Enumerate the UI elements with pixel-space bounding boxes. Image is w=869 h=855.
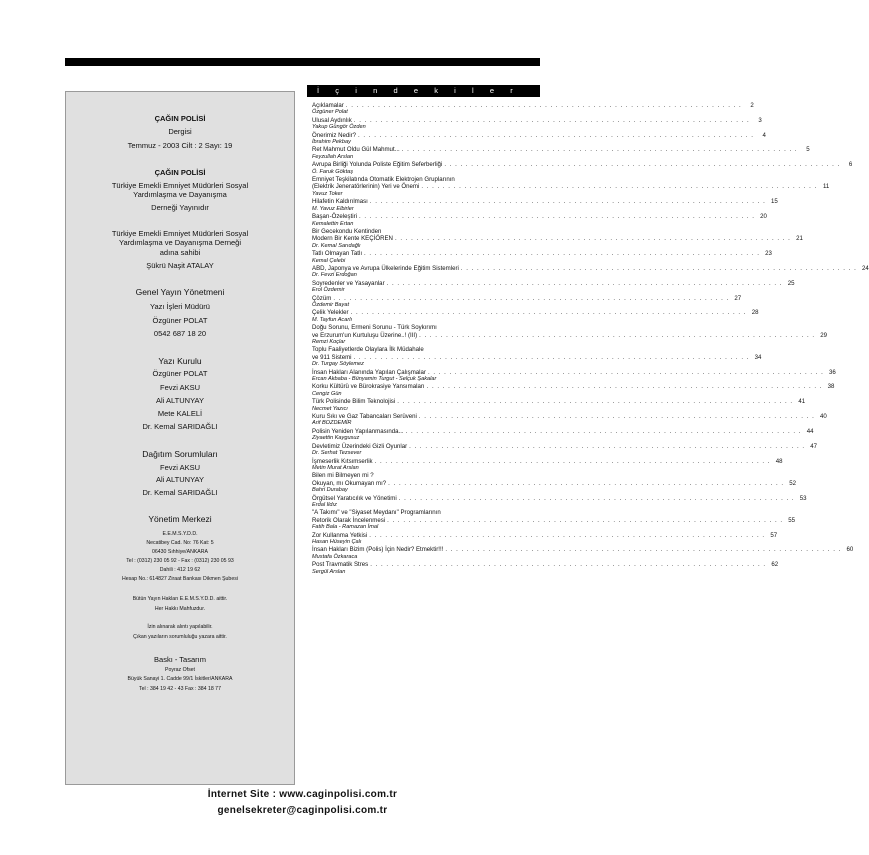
toc-entry-title: İnsan Hakları Bizim (Polis) İçin Nedir? Etmektir!!! [312,546,444,554]
toc-entry[interactable] [312,546,854,561]
toc-entry-author: Sergül Arslan [312,568,346,575]
toc-page-number: 21 [796,235,803,243]
toc-leader-dots: . . . . . . . . . . . . . . . . . . . . . . . . . . . . . . . . . . . . . . . . . . . . . . . . . . . . . . . . . . . . . . . . . . . . . . . . . . [374,457,771,465]
toc-page-number: 44 [806,427,814,435]
toc-entry-author: Arif BOZDEMİR [312,420,352,427]
toc-entry-line [312,479,797,487]
masthead-line: 06430 Sıhhiye/ANKARA [152,549,208,555]
toc-entry-author: Necmet Yazıcı [312,405,348,412]
toc-page-number: 55 [788,516,796,524]
toc-entry[interactable] [312,176,830,198]
toc-entry-author: Feyzullah Arslan [312,153,354,160]
toc-entry-title: Çözüm [312,294,332,302]
toc-leader-dots: . . . . . . . . . . . . . . . . . . . . . . . . . . . . . . . . . . . . . . . . . . . . . . . . . . . . . . . . . . . . . . . . . . . . . . . . . . [350,309,747,317]
website-line[interactable]: İnternet Site : www.caginpolisi.com.tr [207,789,398,800]
toc-leader-dots: . . . . . . . . . . . . . . . . . . . . . . . . . . . . . . . . . . . . . . . . . . . . . . . . . . . . . . . . . . . . . . . . . . . . . . . . . . [359,213,755,221]
toc-entry-author: M. Yavuz Elbirler [312,205,354,212]
toc-entry[interactable] [312,198,778,213]
masthead-line: Dahili : 412 19 62 [159,567,201,573]
toc-entry-author: Remzi Koçlar [312,339,346,345]
toc-page-number: 38 [827,383,835,391]
toc-entry-title: Avrupa Birliği Yolunda Poliste Eğitim Seferberliği [312,161,443,169]
toc-entry-title: Devletimiz Üzerindeki Gizli Oyunlar [312,442,408,450]
toc-entry-title: ABD, Japonya ve Avrupa Ülkelerinde Eğitim Sistemleri [312,264,459,272]
masthead-line: Ali ALTUNYAY [156,396,204,405]
toc-entry-author: Ziyaettin Kaygusuz [312,435,360,442]
toc-entry-author: Yavuz Toker [312,190,343,197]
masthead-line: E.E.M.S.Y.D.D. [162,531,198,537]
masthead-line: Ali ALTUNYAY [156,475,204,484]
masthead-line: Yönetim Merkezi [148,514,212,524]
toc-leader-dots: . . . . . . . . . . . . . . . . . . . . . . . . . . . . . . . . . . . . . . . . . . . . . . . . . . . . . . . . . . . . . . . . . . . . . . . . . . [398,494,795,502]
toc-entry[interactable] [312,368,836,384]
toc-page-number: 48 [775,457,783,465]
toc-entry-author: Kemalettin Ertan [312,220,354,227]
toc-entry-title: Kuru Sıkı ve Gaz Tabancaları Serüveni [312,413,417,421]
toc-page-number: 29 [820,331,828,339]
masthead-line: ÇAĞIN POLİSİ [154,114,206,123]
masthead-line: Dr. Kemal SARIDAĞLI [142,488,218,497]
toc-page-number: 60 [846,546,854,554]
toc-leader-dots: . . . . . . . . . . . . . . . . . . . . . . . . . . . . . . . . . . . . . . . . . . . . . . . . . . . . . . . . . . . . . . . . . . . . . . . . . . [386,279,783,287]
toc-entry-author: Dr. Kemal Sarıdağlı [312,242,361,249]
toc-entry-line [312,213,767,221]
masthead-line: Yazı İşleri Müdürü [150,302,210,311]
toc-leader-dots: . . . . . . . . . . . . . . . . . . . . . . . . . . . . . . . . . . . . . . . . . . . . . . . . . . . . . . . . . . . . . . . . . . . . . . . . . . [445,546,842,554]
toc-entry[interactable] [312,102,754,117]
toc-entry-title: (Elektrik Jeneratörlerinin) Yeri ve Önemi [312,183,420,191]
masthead-line: Özgüner POLAT [152,316,208,325]
toc-entry[interactable] [312,116,762,132]
masthead-line: Necatibey Cad. No: 76 Kat: 5 [146,540,214,546]
toc-entry[interactable] [312,561,779,576]
toc-entry-title: Emniyet Teşkilatında Otomatik Elektrojen Gruplarının [312,176,455,184]
toc-entry-title: Ulusal Aydınlık [312,116,352,124]
toc-entry-line [312,368,836,376]
toc-entry-title: İşmeserlik Kıtsımserlik [312,457,373,465]
toc-page-number: 23 [765,250,772,258]
masthead-line: Özgüner POLAT [152,369,208,378]
toc-entry-author: Ercan Akbaba - Bünyamin Turgut - Selçuk Şakalar [312,376,437,383]
masthead-line: Hesap No.: 614827 Ziraat Bankası Dikmen Şubesi [122,576,238,582]
toc-entry-title: Açıklamalar [312,102,344,109]
toc-entry[interactable] [312,398,806,413]
toc-page-number: 24 [862,264,869,272]
masthead-line: Şükrü Naşit ATALAY [146,261,214,270]
masthead-line: Bütün Yayın Hakları E.E.M.S.Y.D.D. aittir. [132,596,228,602]
toc-entry[interactable] [312,413,827,428]
masthead-line: Fevzi AKSU [159,463,200,472]
toc-entry-line [312,427,814,435]
toc-entry-title: Doğu Sorunu, Ermeni Sorunu - Türk Soykırımı [312,324,437,332]
masthead-line: Baskı - Tasarım [154,655,206,664]
toc-entry-title: Örgütsel Yaratıcılık ve Yönetimi [312,494,397,502]
toc-entry[interactable] [312,509,796,531]
toc-entry[interactable] [312,146,810,161]
toc-entry-title: Türk Polisinde Bilim Teknolojisi [312,398,396,406]
toc-leader-dots: . . . . . . . . . . . . . . . . . . . . . . . . . . . . . . . . . . . . . . . . . . . . . . . . . . . . . . . . . . . . . . . . . . . . . . . . . . [405,427,802,435]
toc-entry[interactable] [312,427,814,443]
toc-leader-dots: . . . . . . . . . . . . . . . . . . . . . . . . . . . . . . . . . . . . . . . . . . . . . . . . . . . . . . . . . . . . . . . . . . . . . . . . . . [460,264,857,272]
masthead-line: Dağıtım Sorumluları [142,449,218,459]
toc-entry-line [312,264,869,272]
toc-entry-author: Cengiz Gün [312,390,342,397]
toc-leader-dots: . . . . . . . . . . . . . . . . . . . . . . . . . . . . . . . . . . . . . . . . . . . . . . . . . . . . . . . . . . . . . . . . . . . . . . . . . . [397,398,794,406]
masthead-line: Dergisi [168,127,192,136]
toc-entry-title: Bir Gecekondu Kentinden [312,227,382,235]
toc-page-number: 41 [798,398,806,406]
toc-leader-dots: . . . . . . . . . . . . . . . . . . . . . . . . . . . . . . . . . . . . . . . . . . . . . . . . . . . . . . . . . . . . . . . . . . . . . . . . . . [394,235,791,243]
toc-page-number: 15 [771,198,778,206]
toc-leader-dots: . . . . . . . . . . . . . . . . . . . . . . . . . . . . . . . . . . . . . . . . . . . . . . . . . . . . . . . . . . . . . . . . . . . . . . . . . . [353,353,750,361]
toc-leader-dots: . . . . . . . . . . . . . . . . . . . . . . . . . . . . . . . . . . . . . . . . . . . . . . . . . . . . . . . . . . . . . . . . . . . . . . . . . . [358,131,754,139]
toc-page-number: 40 [820,413,827,421]
toc-page-number: 5 [806,146,810,154]
toc-entry-title: Başarı-Özeleştiri [312,213,358,221]
toc-page-number: 3 [758,116,762,124]
toc-entry-author: Fatih Bala - Ramazan İmal [312,524,379,531]
masthead-line: ÇAĞIN POLİSİ [154,168,206,177]
toc-leader-dots: . . . . . . . . . . . . . . . . . . . . . . . . . . . . . . . . . . . . . . . . . . . . . . . . . . . . . . . . . . . . . . . . . . . . . . . . . . [409,442,806,450]
toc-entry-author: Erol Özdemir [312,287,345,294]
toc-entry-author: İbrahim Pekbay [312,139,351,146]
toc-page-number: 62 [771,561,779,569]
masthead-line: Yardımlaşma ve Dayanışma [133,190,227,199]
toc-page-number: 6 [848,161,853,169]
toc-entry[interactable] [312,531,778,547]
toc-page-number: 36 [829,368,836,376]
toc-entry-line [312,131,766,139]
toc-entry-title: Okuyan, mı Okumayan mı? [312,479,387,487]
toc-leader-dots: . . . . . . . . . . . . . . . . . . . . . . . . . . . . . . . . . . . . . . . . . . . . . . . . . . . . . . . . . . . . . . . . . . . . . . . . . . [369,198,766,206]
toc-page-number: 47 [810,442,818,450]
toc-entry[interactable] [312,161,853,176]
toc-entry-title: İnsan Hakları Alanında Yapılan Çalışmalar [312,368,426,376]
toc-page-number: 53 [799,494,807,502]
masthead-line: Temmuz - 2003 Cilt : 2 Sayı: 19 [127,141,233,150]
toc-entry-author: M. Tayfun Acarlı [312,316,352,323]
toc-entry[interactable] [312,309,759,324]
toc-entry-title: Modern Bir Kente KEÇİÖREN [312,235,393,243]
toc-page-number: 57 [770,531,778,539]
toc-entry-author: Metin Murat Arslan [312,464,359,471]
toc-entry-title: Polisin Yeniden Yapılanmasında... [312,427,404,435]
toc-entry-line [312,235,803,243]
toc-entry[interactable] [312,442,818,458]
toc-entry-author: Mustafa Özkaraca [312,553,358,560]
toc-leader-dots: . . . . . . . . . . . . . . . . . . . . . . . . . . . . . . . . . . . . . . . . . . . . . . . . . . . . . . . . . . . . . . . . . . . . . . . . . . [401,146,798,154]
toc-entry-line [312,531,778,539]
toc-page-number: 4 [762,131,766,139]
masthead-line: Dr. Kemal SARIDAĞLI [142,422,218,431]
masthead-line: Poyraz Ofset [165,667,195,673]
toc-page-number: 34 [754,353,762,361]
masthead-line: adına sahibi [159,248,201,257]
toc-entry-author: Kemal Çelebi [312,257,346,264]
masthead-panel [65,91,295,785]
toc-entry-line [312,294,742,302]
toc-heading-bar [307,85,540,97]
toc-entry[interactable] [312,324,828,346]
toc-entry-line [312,250,772,258]
toc-entry-line [312,198,778,206]
toc-leader-dots: . . . . . . . . . . . . . . . . . . . . . . . . . . . . . . . . . . . . . . . . . . . . . . . . . . . . . . . . . . . . . . . . . . . . . . . . . . [419,331,816,339]
toc-page-number: 25 [787,279,795,287]
toc-entry-title: "A Takımı" ve "Siyaset Meydanı" Programlarının [312,509,441,517]
toc-entry-line [312,494,807,502]
masthead-line: Yazı Kurulu [158,356,202,366]
toc-entry-title: Zor Kullanma Yetkisi [312,531,368,539]
toc-leader-dots: . . . . . . . . . . . . . . . . . . . . . . . . . . . . . . . . . . . . . . . . . . . . . . . . . . . . . . . . . . . . . . . . . . . . . . . . . . [333,294,730,302]
toc-entry-line [312,183,830,191]
toc-entry[interactable] [312,472,797,494]
toc-entry-title: Çelik Yelekler [312,309,349,317]
toc-entry-line [312,279,795,287]
toc-leader-dots: . . . . . . . . . . . . . . . . . . . . . . . . . . . . . . . . . . . . . . . . . . . . . . . . . . . . . . . . . . . . . . . . . . . . . . . . . . [364,250,760,258]
toc-entry-author: Dr. Serhat Tezsever [312,450,362,457]
top-rule [65,58,540,66]
masthead-line: Türkiye Emekli Emniyet Müdürleri Sosyal [111,229,249,238]
toc-entry-title: Hilafetin Kaldırılması [312,198,368,206]
masthead-line: 0542 687 18 20 [153,329,207,338]
toc-entry[interactable] [312,279,795,295]
toc-entry-title: Ret Mahmut Oldu Gül Mahmut... [312,146,400,154]
toc-entry-author: Ö. Faruk Göktaş [312,168,354,175]
toc-entry[interactable] [312,457,783,473]
toc-page-number: 20 [760,213,767,221]
toc-leader-dots: . . . . . . . . . . . . . . . . . . . . . . . . . . . . . . . . . . . . . . . . . . . . . . . . . . . . . . . . . . . . . . . . . . . . . . . . . . [418,413,815,421]
toc-entry-title: ve Erzurum'un Kurtuluşu Üzerine..! (III) [312,331,418,339]
toc-entry-title: Önerimiz Nedir? [312,131,357,139]
toc-entry[interactable] [312,213,767,228]
toc-leader-dots: . . . . . . . . . . . . . . . . . . . . . . . . . . . . . . . . . . . . . . . . . . . . . . . . . . . . . . . . . . . . . . . . . . . . . . . . . . [444,161,841,169]
masthead-line: Tel : (0312) 230 05 92 - Fax : (0312) 230 05 93 [126,558,234,564]
toc-entry-author: Bahri Durabay [312,487,348,494]
toc-entry-author: Yakup Güngör Özden [312,124,366,131]
toc-entry-line [312,309,759,317]
toc-page-number: 11 [822,183,830,191]
masthead-line: Her Hakkı Mahfuzdur. [154,606,206,612]
masthead-line: Derneği Yayınıdır [151,203,209,212]
toc-leader-dots: . . . . . . . . . . . . . . . . . . . . . . . . . . . . . . . . . . . . . . . . . . . . . . . . . . . . . . . . . . . . . . . . . . . . . . . . . . [353,116,750,124]
toc-entry-line [312,546,854,554]
toc-leader-dots: . . . . . . . . . . . . . . . . . . . . . . . . . . . . . . . . . . . . . . . . . . . . . . . . . . . . . . . . . . . . . . . . . . . . . . . . . . [388,479,785,487]
toc-entry-author: Hasan Hüseyin Çalı [312,538,362,545]
toc-leader-dots: . . . . . . . . . . . . . . . . . . . . . . . . . . . . . . . . . . . . . . . . . . . . . . . . . . . . . . . . . . . . . . . . . . . . . . . . . . [370,561,767,569]
toc-page-number: 2 [750,102,754,109]
toc-entry-title: Korku Kültürü ve Bürokrasiye Yansımaları [312,383,425,391]
toc-entry[interactable] [312,346,762,368]
masthead-line: Türkiye Emekli Emniyet Müdürleri Sosyal [111,181,249,190]
masthead-line: Mete KALELİ [157,409,203,418]
toc-entry-author: Dr. Turgay Söylemez [312,361,364,368]
toc-entry-author: Erdal Ildız [312,501,337,508]
toc-entry[interactable] [312,227,803,250]
toc-entry-author: Dr. Fevzi Erdoğan [312,272,357,279]
masthead-line: Çıkan yazıların sorumluluğu yazara aittir. [133,634,227,640]
toc-entry-line [312,457,783,465]
toc-entry-author: Özgüner Polat [312,109,348,116]
toc-leader-dots: . . . . . . . . . . . . . . . . . . . . . . . . . . . . . . . . . . . . . . . . . . . . . . . . . . . . . . . . . . . . . . . . . . . . . . . . . . [426,383,823,391]
toc-entry-title: Bilen mi Bilmeyen mi ? [312,472,374,480]
toc-entry-line [312,353,762,361]
toc-page-number: 28 [751,309,759,317]
toc-entry-title: Toplu Faaliyetlerde Olaylara İlk Müdahale [312,346,424,354]
masthead-line: Yardımlaşma ve Dayanışma Derneği [119,238,241,247]
masthead-line: Fevzi AKSU [159,383,200,392]
toc-leader-dots: . . . . . . . . . . . . . . . . . . . . . . . . . . . . . . . . . . . . . . . . . . . . . . . . . . . . . . . . . . . . . . . . . . . . . . . . . . [427,368,824,376]
toc-entry-title: Retorik Olarak İncelenmesi [312,516,386,524]
toc-entry-title: Soyredenler ve Yasayanlar [312,279,385,287]
masthead-line: Tel : 384 19 42 - 43 Fax : 384 18 77 [139,686,221,692]
toc-entry-title: Post Travmatik Stres [312,561,369,569]
masthead-line: İzin alınarak alıntı yapılabilir. [147,624,213,630]
toc-entry[interactable] [312,294,742,310]
toc-entry-line [312,442,818,450]
toc-page-number: 27 [734,294,742,302]
toc-entry-line [312,561,779,569]
toc-heading: İçindekiler [317,86,529,95]
toc-entry-title: Tatlı Olmayan Tatlı [312,250,363,258]
toc-entry-line [312,398,806,406]
masthead-line: Büyük Sanayi 1. Cadde 99/1 İskitler/ANKARA [127,676,233,682]
toc-entry[interactable] [312,494,807,510]
toc-entry-title: ve 911 Sistemi [312,353,352,361]
toc-entry[interactable] [312,383,835,398]
toc-entry[interactable] [312,131,766,147]
toc-leader-dots: . . . . . . . . . . . . . . . . . . . . . . . . . . . . . . . . . . . . . . . . . . . . . . . . . . . . . . . . . . . . . . . . . . . . . . . . . . [421,183,818,191]
toc-entry-line [312,161,853,169]
toc-leader-dots: . . . . . . . . . . . . . . . . . . . . . . . . . . . . . . . . . . . . . . . . . . . . . . . . . . . . . . . . . . . . . . . . . . . . . . . . . . [387,516,784,524]
toc-leader-dots: . . . . . . . . . . . . . . . . . . . . . . . . . . . . . . . . . . . . . . . . . . . . . . . . . . . . . . . . . . . . . . . . . . . . . . . . . . [345,102,742,109]
toc-leader-dots: . . . . . . . . . . . . . . . . . . . . . . . . . . . . . . . . . . . . . . . . . . . . . . . . . . . . . . . . . . . . . . . . . . . . . . . . . . [369,531,766,539]
toc-entry-line [312,383,835,391]
table-of-contents [312,102,869,576]
toc-entry-line [312,331,828,339]
toc-page-number: 52 [789,479,797,487]
toc-entry[interactable] [312,250,772,265]
toc-entry-line [312,146,810,154]
toc-entry-author: Özdemir Bayat [312,301,349,308]
email-line[interactable]: genelsekreter@caginpolisi.com.tr [217,805,388,816]
toc-entry[interactable] [312,264,869,280]
masthead-line: Genel Yayın Yönetmeni [135,287,225,297]
